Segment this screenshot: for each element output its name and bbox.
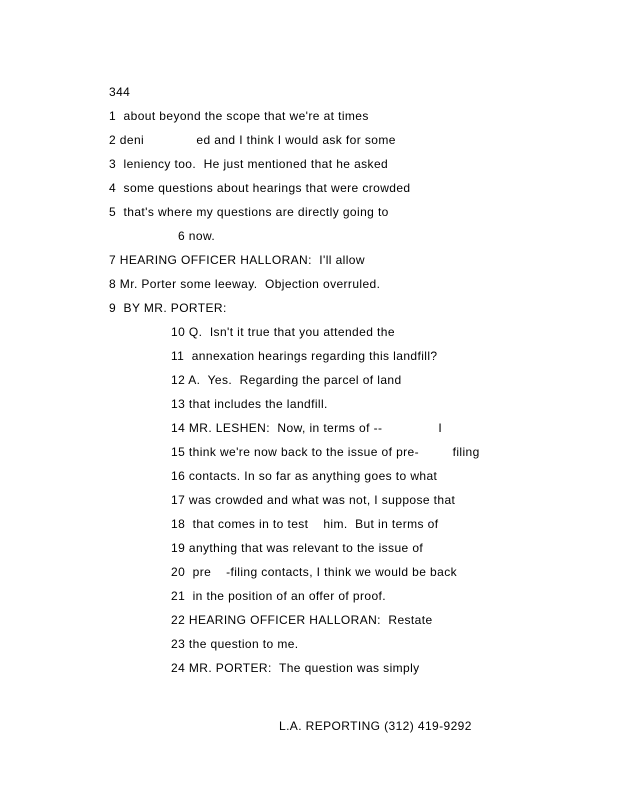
transcript-line-19: 19 anything that was relevant to the issue of xyxy=(171,541,424,555)
transcript-line-13: 13 that includes the landfill. xyxy=(171,397,328,411)
transcript-line-21: 21 in the position of an offer of proof. xyxy=(171,589,386,603)
transcript-line-1: 1 about beyond the scope that we're at times xyxy=(109,109,369,123)
transcript-line-15: 15 think we're now back to the issue of pre- filing xyxy=(171,445,480,459)
transcript-line-9: 9 BY MR. PORTER: xyxy=(109,301,227,315)
transcript-line-6: 6 now. xyxy=(178,229,216,243)
transcript-line-3: 3 leniency too. He just mentioned that he asked xyxy=(109,157,389,171)
transcript-line-17: 17 was crowded and what was not, I suppose that xyxy=(171,493,456,507)
transcript-line-2: 2 deni ed and I think I would ask for some xyxy=(109,133,396,147)
transcript-line-4: 4 some questions about hearings that were crowded xyxy=(109,181,411,195)
transcript-line-5: 5 that's where my questions are directly going to xyxy=(109,205,389,219)
page-number: 344 xyxy=(109,85,131,99)
transcript-line-16: 16 contacts. In so far as anything goes to what xyxy=(171,469,438,483)
transcript-line-23: 23 the question to me. xyxy=(171,637,299,651)
transcript-line-22: 22 HEARING OFFICER HALLORAN: Restate xyxy=(171,613,433,627)
transcript-line-8: 8 Mr. Porter some leeway. Objection overruled. xyxy=(109,277,381,291)
transcript-line-18: 18 that comes in to test him. But in terms of xyxy=(171,517,439,531)
transcript-line-12: 12 A. Yes. Regarding the parcel of land xyxy=(171,373,402,387)
transcript-line-24: 24 MR. PORTER: The question was simply xyxy=(171,661,420,675)
transcript-line-20: 20 pre -filing contacts, I think we would be back xyxy=(171,565,458,579)
transcript-line-14: 14 MR. LESHEN: Now, in terms of -- I xyxy=(171,421,443,435)
transcript-line-10: 10 Q. Isn't it true that you attended the xyxy=(171,325,395,339)
reporter-footer: L.A. REPORTING (312) 419-9292 xyxy=(279,719,472,733)
transcript-line-7: 7 HEARING OFFICER HALLORAN: I'll allow xyxy=(109,253,365,267)
transcript-line-11: 11 annexation hearings regarding this landfill? xyxy=(171,349,438,363)
